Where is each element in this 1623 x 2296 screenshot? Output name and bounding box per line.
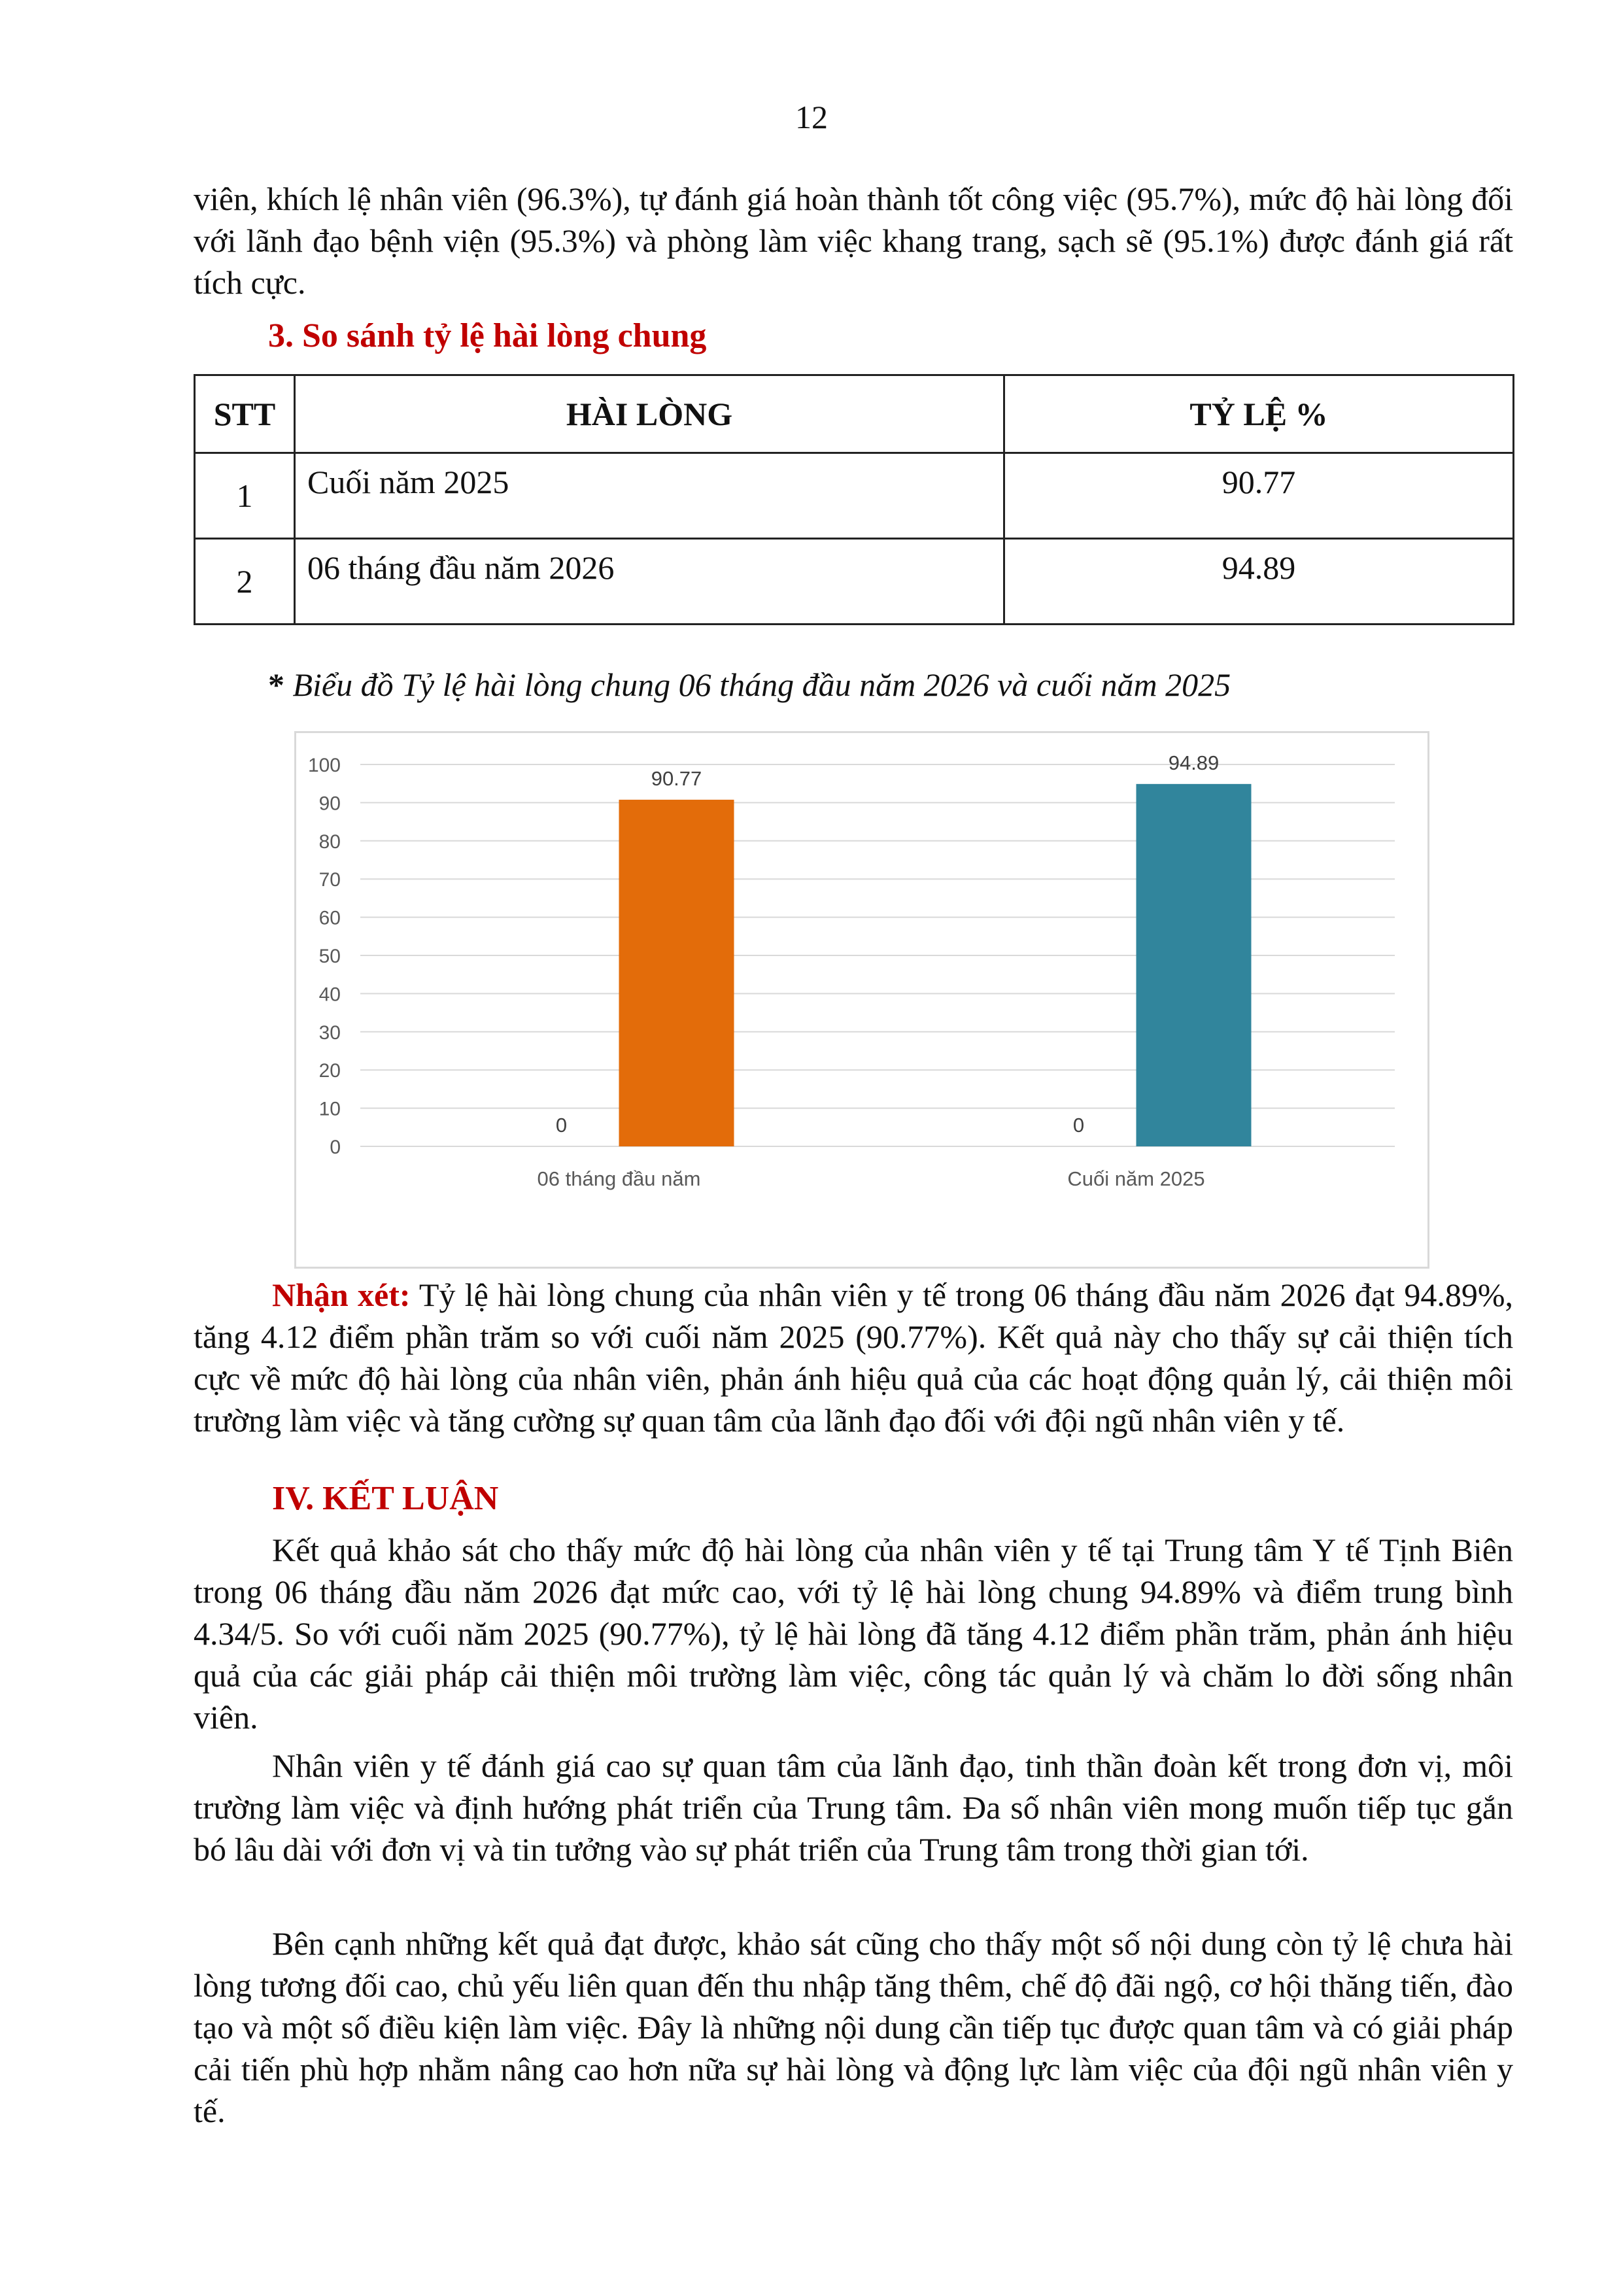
bar [1136, 784, 1252, 1146]
category-label: 06 tháng đầu năm [537, 1167, 701, 1190]
chart-caption-text: Biểu đồ Tỷ lệ hài lòng chung 06 tháng đầu năm 2026 và cuối năm 2025 [292, 666, 1231, 703]
table-cell-stt: 2 [195, 539, 295, 625]
y-tick-label: 70 [318, 869, 341, 891]
data-label: 94.89 [1168, 751, 1220, 774]
table-row [195, 453, 1514, 539]
table-cell-name: Cuối năm 2025 [295, 453, 1004, 539]
conclusion-paragraph-1: Kết quả khảo sát cho thấy mức độ hài lòng của nhân viên y tế tại Trung tâm Y tế Tịnh Biên trong 06 tháng đầu năm 2026 đạt mức cao, với tỷ lệ hài lòng chung 94.89% và điểm trung bình 4.34/5. So với cuối năm 2025 (90.77%), tỷ lệ hài lòng đã tăng 4.12 điểm phần trăm, phản ánh hiệu quả của các giải pháp cải thiện môi trường làm việc, công tác quản lý và chăm lo đời sống nhân viên. [194, 1532, 1513, 1736]
table-cell-stt: 1 [195, 453, 295, 539]
y-tick-label: 0 [330, 1137, 341, 1158]
intro-paragraph: viên, khích lệ nhân viên (96.3%), tự đánh giá hoàn thành tốt công việc (95.7%), mức độ hài lòng đối với lãnh đạo bệnh viện (95.3%) và phòng làm việc khang trang, sạch sẽ (95.1%) được đánh giá rất tích cực. [194, 180, 1513, 301]
data-label: 0 [1072, 1114, 1085, 1137]
y-tick-label: 90 [318, 793, 341, 815]
y-tick-label: 50 [318, 946, 341, 967]
conclusion-paragraph-3: Bên cạnh những kết quả đạt được, khảo sát cũng cho thấy một số nội dung còn tỷ lệ chưa hài lòng tương đối cao, chủ yếu liên quan đến thu nhập tăng thêm, chế độ đãi ngộ, cơ hội thăng tiến, đào tạo và một số điều kiện làm việc. Đây là những nội dung cần tiếp tục được quan tâm và có giải pháp cải tiến phù hợp nhằm nâng cao hơn nữa sự hài lòng và động lực làm việc của đội ngũ nhân viên y tế. [194, 1925, 1513, 2129]
y-tick-label: 30 [318, 1021, 341, 1044]
table-row [195, 539, 1514, 625]
table-header-stt: STT [195, 375, 295, 453]
section-3-heading: 3. So sánh tỷ lệ hài lòng chung [268, 317, 707, 354]
y-tick-label: 80 [318, 831, 341, 853]
data-label: 90.77 [651, 766, 702, 790]
remark-text: Tỷ lệ hài lòng chung của nhân viên y tế trong 06 tháng đầu năm 2026 đạt 94.89%, tăng 4.12 điểm phần trăm so với cuối năm 2025 (90.77%). Kết quả này cho thấy sự cải thiện tích cực về mức độ hài lòng của nhân viên, phản ánh hiệu quả của các hoạt động quản lý, cải thiện môi trường làm việc và tăng cường sự quan tâm của lãnh đạo đối với đội ngũ nhân viên y tế. [194, 1277, 1513, 1439]
remark-paragraph [194, 1274, 1513, 1441]
data-label: 0 [555, 1114, 568, 1137]
page-number: 12 [795, 99, 828, 135]
y-tick-label: 100 [307, 755, 341, 776]
y-tick-label: 10 [318, 1098, 341, 1120]
remark-label: Nhận xét: [272, 1277, 411, 1313]
conclusion-heading: IV. KẾT LUẬN [272, 1480, 499, 1517]
table-cell-value: 94.89 [1004, 539, 1514, 625]
y-tick-label: 40 [318, 984, 341, 1006]
table-cell-name: 06 tháng đầu năm 2026 [295, 539, 1004, 625]
bar [619, 800, 734, 1146]
bar-chart [296, 733, 1427, 1267]
conclusion-paragraph-2: Nhân viên y tế đánh giá cao sự quan tâm của lãnh đạo, tinh thần đoàn kết trong đơn vị, môi trường làm việc và định hướng phát triển của Trung tâm. Đa số nhân viên mong muốn tiếp tục gắn bó lâu dài với đơn vị và tin tưởng vào sự phát triển của Trung tâm trong thời gian tới. [194, 1747, 1513, 1868]
table-header-rate: TỶ LỆ % [1004, 375, 1514, 453]
table-header-satisfaction: HÀI LÒNG [295, 375, 1004, 453]
chart-caption-asterisk: * [268, 666, 284, 703]
table-cell-value: 90.77 [1004, 453, 1514, 539]
y-tick-label: 60 [318, 907, 341, 929]
table-header-row [195, 375, 1514, 453]
y-tick-label: 20 [318, 1060, 341, 1082]
chart-container [294, 731, 1429, 1269]
category-label: Cuối năm 2025 [1067, 1167, 1205, 1190]
chart-caption [268, 666, 1231, 704]
satisfaction-comparison-table [194, 374, 1514, 625]
